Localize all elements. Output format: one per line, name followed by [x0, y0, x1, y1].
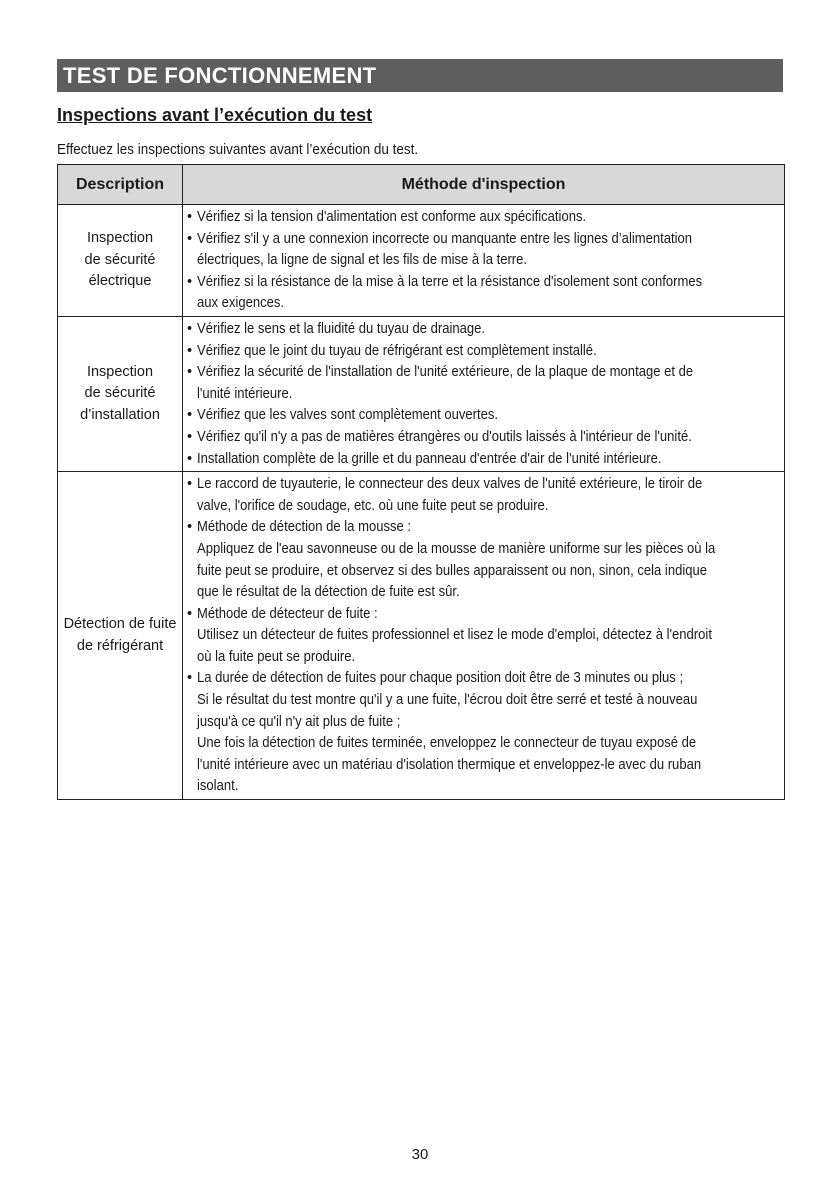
continuation-line — [183, 776, 784, 798]
line-text: Méthode de détection de la mousse : — [197, 519, 412, 536]
bullet-item — [183, 405, 784, 427]
line-text: Vérifiez la sécurité de l'installation de l'unité extérieure, de la plaque de montage et de — [197, 364, 694, 381]
continuation-line — [183, 625, 784, 647]
line-text: Vérifiez que les valves sont complètement ouvertes. — [197, 407, 499, 424]
continuation-line — [183, 690, 784, 712]
bullet-icon: • — [187, 342, 193, 359]
bullet-item — [183, 668, 784, 690]
description-line: électrique — [88, 273, 152, 290]
intro-text: Effectuez les inspections suivantes avant l’exécution du test. — [57, 142, 419, 158]
bullet-item — [183, 604, 784, 626]
description-line: Détection de fuite — [63, 615, 177, 632]
table-body — [58, 205, 785, 800]
line-text: Utilisez un détecteur de fuites professionnel et lisez le mode d'emploi, détectez à l'endroit — [197, 627, 712, 644]
bullet-icon: • — [187, 230, 193, 247]
line-text: fuite peut se produire, et observez si des bulles apparaissent ou non, sinon, cela indique — [197, 562, 708, 579]
bullet-icon: • — [187, 364, 193, 381]
page-number: 30 — [411, 1146, 429, 1163]
line-text: électriques, la ligne de signal et les fils de mise à la terre. — [197, 252, 528, 269]
bullet-item — [183, 341, 784, 363]
line-text: valve, l'orifice de soudage, etc. où une fuite peut se produire. — [197, 497, 549, 514]
continuation-line — [183, 293, 784, 315]
line-text: Vérifiez si la résistance de la mise à la terre et la résistance d'isolement sont conformes — [197, 273, 703, 290]
row-inspection-method — [183, 316, 785, 471]
bullet-icon: • — [187, 407, 193, 424]
bullet-item — [183, 474, 784, 496]
header-method: Méthode d'inspection — [183, 165, 785, 205]
continuation-line — [183, 647, 784, 669]
row-inspection-method — [183, 472, 785, 800]
section-title: TEST DE FONCTIONNEMENT — [63, 63, 377, 88]
bullet-item — [183, 449, 784, 471]
continuation-line — [183, 755, 784, 777]
description-line: de réfrigérant — [76, 637, 164, 654]
table-row — [58, 316, 785, 471]
line-text: Vérifiez s'il y a une connexion incorrecte ou manquante entre les lignes d’alimentation — [197, 230, 693, 247]
bullet-icon: • — [187, 519, 193, 536]
continuation-line — [183, 496, 784, 518]
continuation-line — [183, 539, 784, 561]
row-inspection-method — [183, 205, 785, 317]
bullet-item — [183, 229, 784, 251]
line-text: où la fuite peut se produire. — [197, 648, 356, 665]
line-text: Vérifiez si la tension d'alimentation est conforme aux spécifications. — [197, 209, 587, 225]
subheading: Inspections avant l’exécution du test — [57, 105, 373, 125]
line-text: Le raccord de tuyauterie, le connecteur des deux valves de l'unité extérieure, le tiroir de — [197, 476, 703, 493]
continuation-line — [183, 561, 784, 583]
bullet-item — [183, 362, 784, 384]
description-line: Inspection — [86, 230, 154, 247]
line-text: l'unité intérieure avec un matériau d'isolation thermique et enveloppez-le avec du ruban — [197, 756, 702, 773]
bullet-item — [183, 517, 784, 539]
continuation-line — [183, 733, 784, 755]
line-text: Vérifiez le sens et la fluidité du tuyau de drainage. — [197, 320, 486, 337]
line-text: La durée de détection de fuites pour chaque position doit être de 3 minutes ou plus ; — [197, 670, 684, 687]
line-text: Méthode de détecteur de fuite : — [197, 605, 378, 622]
table-row — [58, 205, 785, 317]
bullet-icon: • — [187, 428, 193, 445]
line-text: jusqu'à ce qu'il n'y ait plus de fuite ; — [197, 713, 401, 730]
bullet-icon: • — [187, 476, 193, 493]
line-text: Une fois la détection de fuites terminée, enveloppez le connecteur de tuyau exposé de — [197, 735, 697, 752]
continuation-line — [183, 712, 784, 734]
row-description — [58, 316, 183, 471]
line-text: que le résultat de la détection de fuite est sûr. — [197, 584, 460, 601]
line-text: Appliquez de l'eau savonneuse ou de la mousse de manière uniforme sur les pièces où la — [197, 540, 716, 557]
bullet-icon: • — [187, 273, 193, 290]
line-text: Si le résultat du test montre qu'il y a une fuite, l'écrou doit être serré et testé à nouveau — [197, 692, 698, 709]
line-text: isolant. — [197, 778, 239, 795]
table-header-row — [58, 165, 785, 205]
bullet-item — [183, 319, 784, 341]
table-row — [58, 472, 785, 800]
header-description: Description — [58, 165, 183, 205]
bullet-icon: • — [187, 605, 193, 622]
bullet-icon: • — [187, 450, 193, 467]
line-text: l'unité intérieure. — [197, 385, 293, 402]
description-line: d’installation — [80, 406, 160, 423]
description-line: Inspection — [86, 363, 154, 380]
row-description — [58, 472, 183, 800]
bullet-icon: • — [187, 670, 193, 687]
line-text: Vérifiez qu'il n'y a pas de matières étrangères ou d'outils laissés à l'intérieur de l'unité. — [197, 428, 692, 445]
line-text: aux exigences. — [197, 295, 285, 312]
section-title-bar — [57, 59, 783, 92]
bullet-item — [183, 207, 784, 229]
continuation-line — [183, 384, 784, 406]
bullet-icon: • — [187, 209, 193, 225]
bullet-item — [183, 427, 784, 449]
line-text: Installation complète de la grille et du panneau d'entrée d'air de l'unité intérieure. — [197, 450, 662, 467]
continuation-line — [183, 250, 784, 272]
continuation-line — [183, 582, 784, 604]
bullet-icon: • — [187, 320, 193, 337]
description-line: de sécurité — [84, 385, 156, 402]
row-description — [58, 205, 183, 317]
line-text: Vérifiez que le joint du tuyau de réfrigérant est complètement installé. — [197, 342, 597, 359]
inspection-table — [57, 164, 785, 800]
bullet-item — [183, 272, 784, 294]
description-line: de sécurité — [84, 251, 156, 268]
